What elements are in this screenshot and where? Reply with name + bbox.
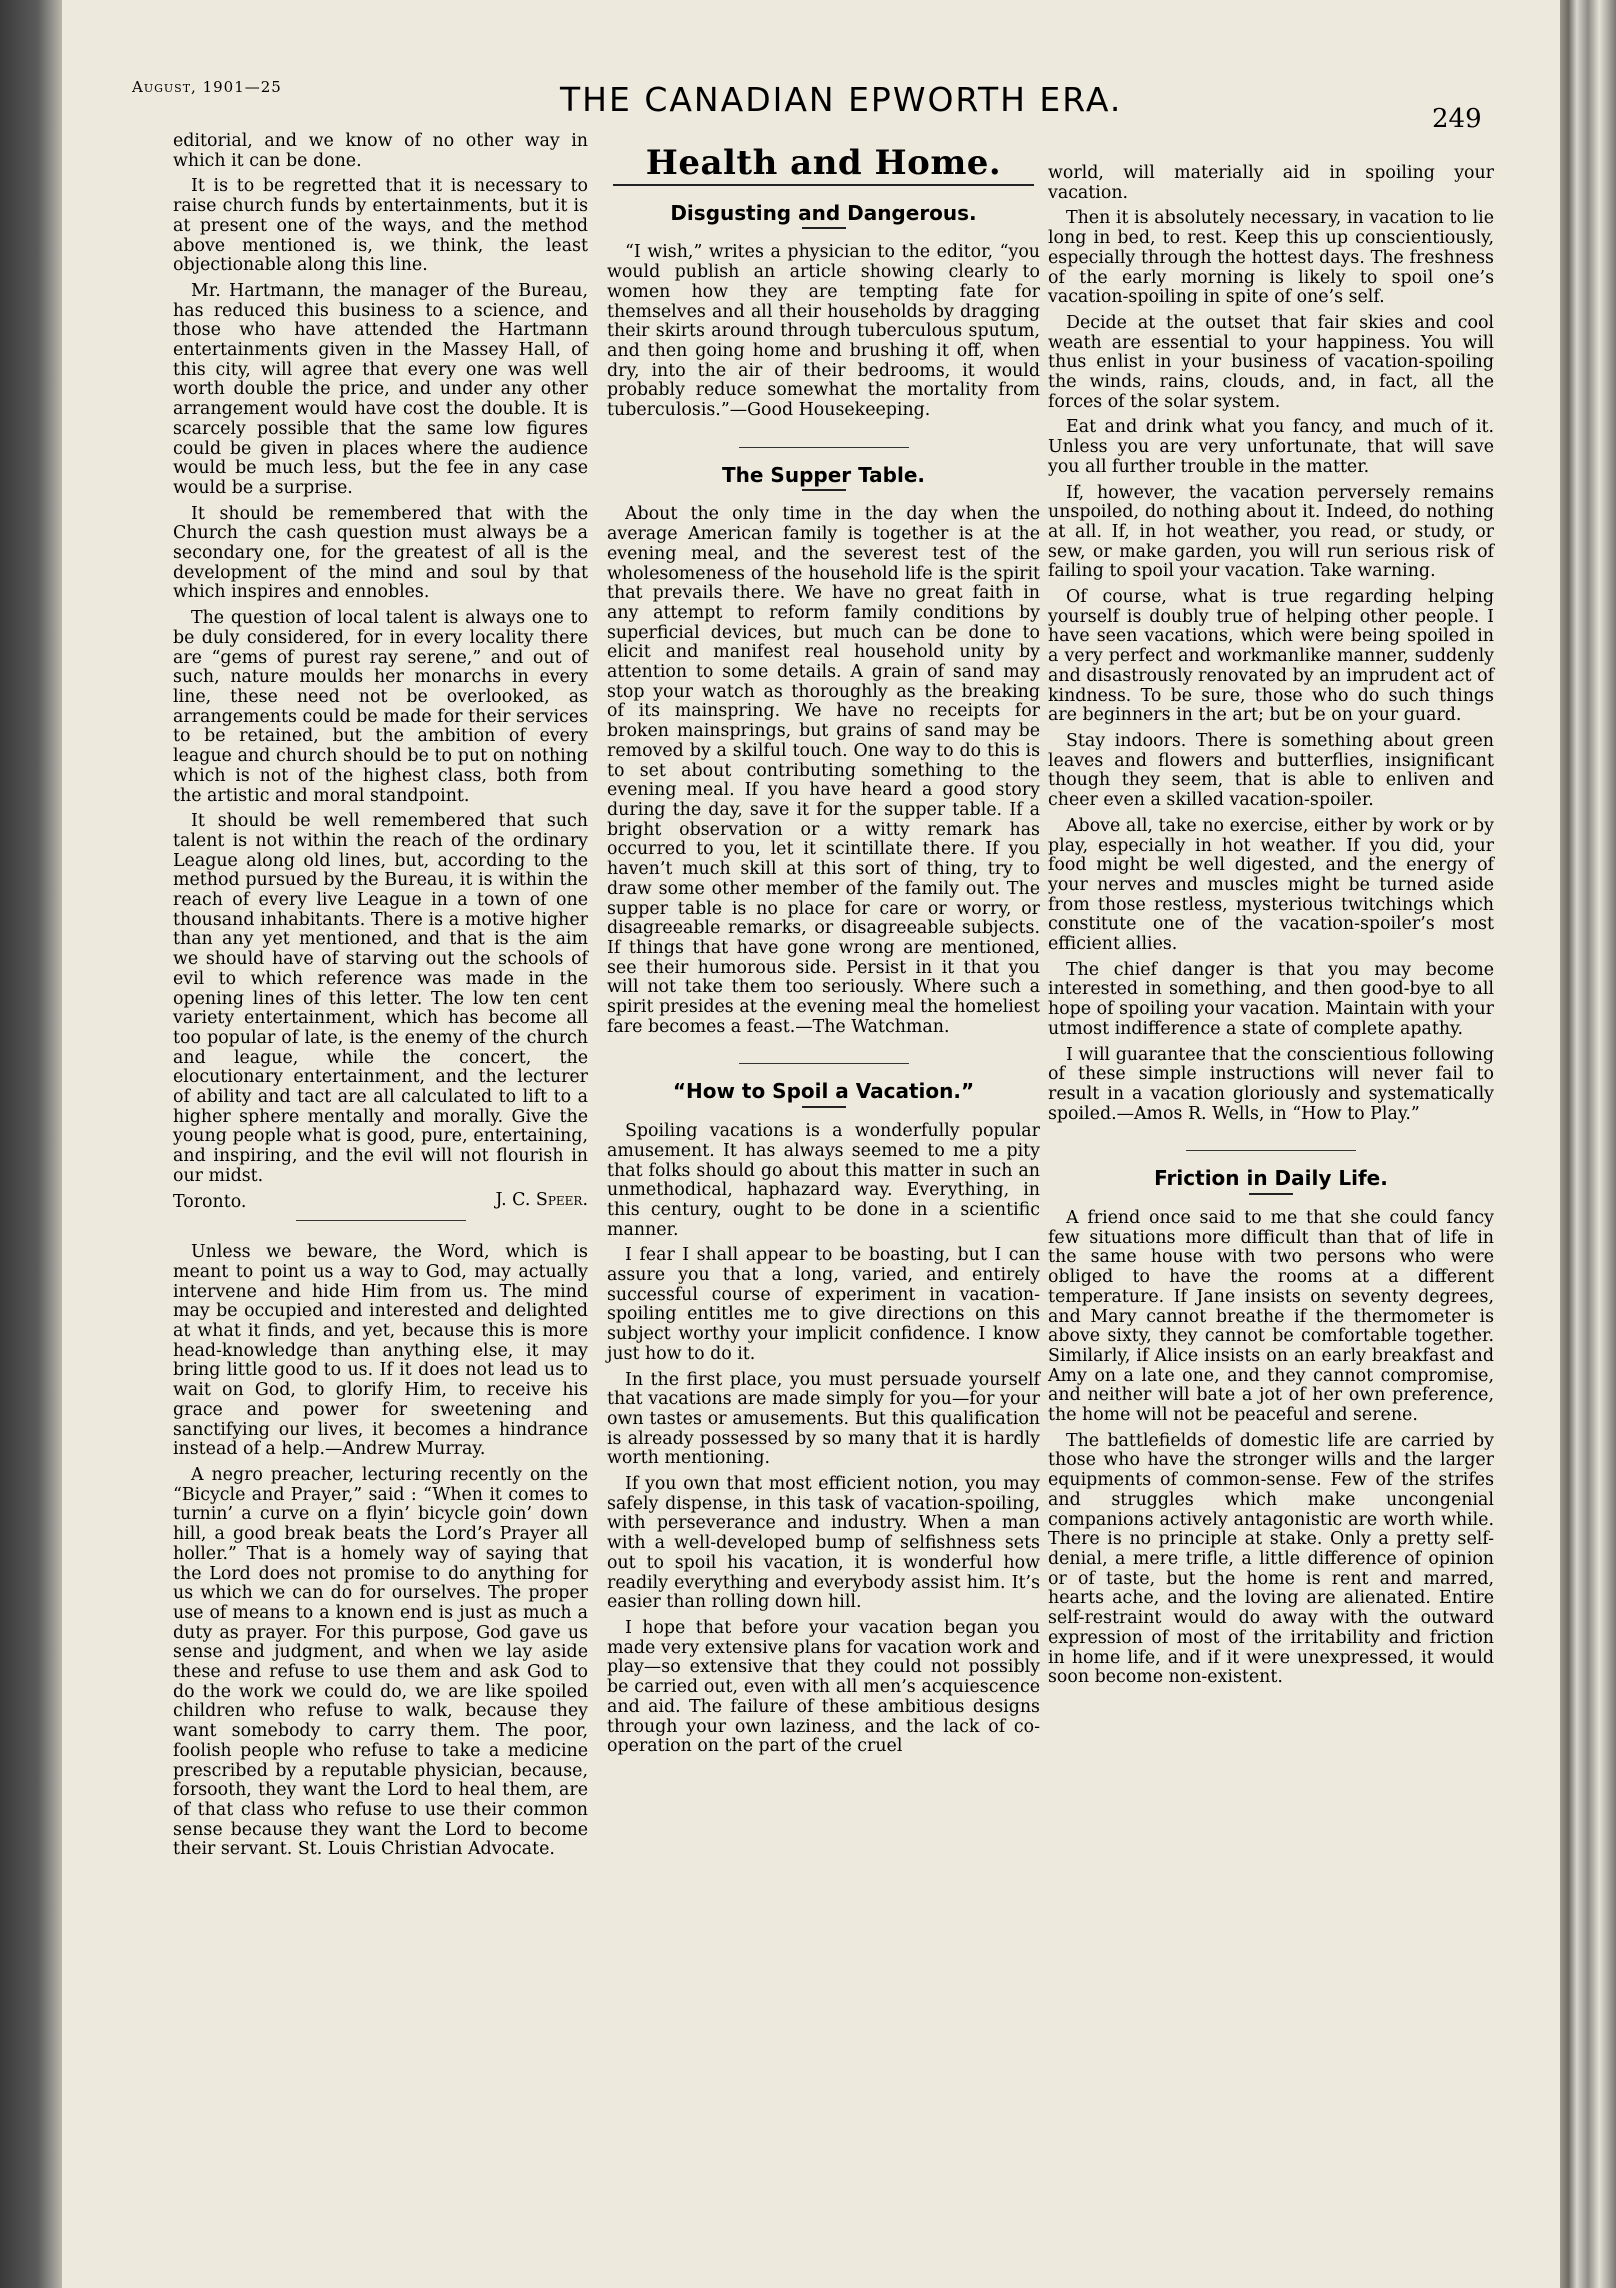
paragraph: Stay indoors. There is something about green leaves and flowers and butterflies, insignificant though they seem, that is able to enliven and cheer even a skilled vacation-spoiler. [1048, 730, 1494, 811]
page-number: 249 [1432, 104, 1482, 134]
paragraph: Of course, what is true regarding helping yourself is doubly true of helping other people. I have seen vacations, which were being spoiled in a very perfect and workmanlike manner, suddenly and disastrously renovated by an imprudent act of kindness. To be sure, those who do such things are beginners in the art; but be on your guard. [1048, 587, 1494, 726]
paragraph: “I wish,” writes a physician to the editor, “you would publish an article showing clearly to women how they are tempting fate for themselves and all their households by dragging their skirts around through tuberculous sputum, and then going home and brushing it off, when dry, into the air of their bedrooms, it would probably reduce somewhat the mortality from tuberculosis.”—Good Housekeeping. [607, 242, 1040, 421]
column-3 [1048, 164, 1494, 1694]
paragraph: The chief danger is that you may become interested in something, and then good-bye to all hope of spoiling your vacation. Maintain with your utmost indifference a state of complete apathy. [1048, 959, 1494, 1039]
paragraph: The battlefields of domestic life are carried by those who have the stronger wills and the larger equipments of common-sense. Few of the strifes and struggles which make uncongenial companions actively antagonistic are worth while. There is no principle at stake. Only a pretty self-denial, a mere trifle, a little difference of opinion or of taste, but the home is rent and marred, hearts ache, and the loving are alienated. Entire self-restraint would do away with the outward expression of most of the irritability and friction in home life, and if it were unexpressed, it would soon become non-existent. [1048, 1430, 1494, 1688]
paragraph: Spoiling vacations is a wonderfully popular amusement. It has always seemed to me a pity that folks should go about this matter in such an unmethodical, haphazard way. Everything, in this century, ought to be done in a scientific manner. [607, 1121, 1040, 1240]
paragraph: In the first place, you must persuade yourself that vacations are made simply for you—for your own tastes or amusements. But this qualification is already possessed by so many that it is hardly worth mentioning. [607, 1369, 1040, 1469]
signature: J. C. Speer. [495, 1189, 588, 1210]
paragraph: If, however, the vacation perversely remains unspoiled, do nothing about it. Indeed, do nothing at all. If, in hot weather, you read, or study, or sew, or make garden, you will run serious risk of failing to spoil your vacation. Take warning. [1048, 482, 1494, 582]
paragraph: The question of local talent is always one to be duly considered, for in every locality there are “gems of purest ray serene,” and out of such, nature moulds her monarchs in every line, these need not be overlooked, as arrangements could be made for their services to be retained, but the ambition of every league and church should be to put on nothing which is not of the highest class, both from the artistic and moral standpoint. [173, 608, 588, 806]
section-heading: Health and Home. [645, 143, 1002, 183]
paragraph: Eat and drink what you fancy, and much of it. Unless you are very unfortunate, that will save you all further trouble in the matter. [1048, 417, 1494, 477]
paragraph: Mr. Hartmann, the manager of the Bureau, has reduced this business to a science, and those who have attended the Hartmann entertainments given in the Massey Hall, of this city, will agree that every one was well worth double the price, and under any other arrangement would have cost the double. It is scarcely possible that the same low figures could be given in places where the audience would be much less, but the fee in any case would be a surprise. [173, 280, 588, 498]
paragraph: editorial, and we know of no other way in which it can be done. [173, 131, 588, 171]
column-1 [173, 132, 588, 1866]
title-rule [1249, 1193, 1293, 1195]
title-rule [802, 1106, 846, 1108]
article-title: Disgusting and Dangerous. [670, 200, 977, 225]
paragraph: About the only time in the day when the average American family is together is at the evening meal, and the severest test of the wholesomeness of the household life is the spirit that prevails there. We have no great faith in any attempt to reform family conditions by superficial devices, but much can be done to elicit and manifest real household unity by attention to some details. A grain of sand may stop your watch as thoroughly as the breaking of its mainspring. We have no receipts for broken mainsprings, but grains of sand may be removed by a skilful touch. One way to do this is to set about contributing something to the evening meal. If you have heard a good story during the day, save it for the supper table. If a bright observation or a witty remark has occurred to you, let it scintillate there. If you haven’t much skill at this sort of thing, try to draw some other member of the family out. The supper table is no place for care or worry, or disagreeable remarks, or disagreeable subjects. If things that have gone wrong are mentioned, see their humorous side. Persist in it that you will not take them too seriously. Where such a spirit presides at the evening meal the homeliest fare becomes a feast.—The Watchman. [607, 504, 1040, 1037]
paragraph: Above all, take no exercise, either by work or by play, especially in hot weather. If you did, your food might be well digested, and the energy of your nerves and muscles might be turned aside from those restless, mysterious twitchings which constitute one of the vacation-spoiler’s most efficient allies. [1048, 815, 1494, 955]
paragraph: I will guarantee that the conscientious following of these simple instructions will never fail to result in a vacation gloriously and systematically spoiled.—Amos R. Wells, in “How to Play.” [1048, 1044, 1494, 1124]
paragraph: It should be remembered that with the Church the cash question must always be a secondary one, for the greatest of all is the development of the mind and soul by that which inspires and ennobles. [173, 503, 588, 603]
paragraph: Unless we beware, the Word, which is meant to point us a way to God, may actually intervene and hide Him from us. The mind may be occupied and interested and delighted at what it finds, and yet, because this is more head-knowledge than anything else, it may bring little good to us. If it does not lead us to wait on God, to glorify Him, to receive his grace and power for sweetening and sanctifying our lives, it becomes a hindrance instead of a help.—Andrew Murray. [173, 1242, 588, 1460]
paragraph: Decide at the outset that fair skies and cool weath are essential to your happiness. You will thus enlist in your business of vacation-spoiling the winds, rains, clouds, and, in fact, all the forces of the solar system. [1048, 312, 1494, 412]
book-left-edge [0, 0, 62, 2288]
separator-rule [296, 1220, 466, 1221]
paragraph: It should be well remembered that such talent is not within the reach of the ordinary League along old lines, but, according to the method pursued by the Bureau, it is within the reach of every live League in a town of one thousand inhabitants. There is a motive higher than any yet mentioned, and that is the aim we should have of starving out the schools of evil to which reference was made in the opening lines of this letter. The low ten cent variety entertainment, which has become all too popular of late, is the enemy of the church and league, while the concert, the elocutionary entertainment, and the lecturer of ability and tact are all calculated to lift to a higher sphere mentally and morally. Give the young people what is good, pure, entertaining, and inspiring, and the evil will not flourish in our midst. [173, 811, 588, 1186]
article-title: “How to Spoil a Vacation.” [672, 1079, 975, 1104]
article-title: The Supper Table. [722, 462, 925, 487]
paragraph: If you own that most efficient notion, you may safely dispense, in this task of vacation-spoiling, with perseverance and industry. When a man with a well-developed bump of selfishness sets out to spoil his vacation, it is wonderful how readily everything and everybody assist him. It’s easier than rolling down hill. [607, 1474, 1040, 1613]
book-spine [1560, 0, 1616, 2288]
separator-rule [1186, 1150, 1356, 1151]
separator-rule [739, 1063, 909, 1064]
header-date: August, 1901—25 [132, 78, 282, 96]
title-rule [802, 227, 846, 229]
signature-row [173, 1189, 588, 1213]
paragraph: It is to be regretted that it is necessary to raise church funds by entertainments, but it is at present one of the ways, and the method above mentioned is, we think, the least objectionable along this line. [173, 176, 588, 276]
paragraph: A friend once said to me that she could fancy few situations more difficult than that of life in the same house with two persons who were obliged to have the rooms at a different temperature. If Jane insists on seventy degrees, and Mary cannot breathe if the thermometer is above sixty, they cannot be comfortable together. Similarly, if Alice insists on an early breakfast and Amy on a late one, and they cannot compromise, and neither will bate a jot of her own preference, the home will not be peaceful and serene. [1048, 1208, 1494, 1426]
heading-rule [613, 184, 1034, 186]
title-rule [802, 489, 846, 491]
paragraph: I fear I shall appear to be boasting, but I can assure you that a long, varied, and entirely successful course of experiment in vacation-spoiling entitles me to give directions on this subject worthy your implicit confidence. I know just how to do it. [607, 1245, 1040, 1364]
paragraph: I hope that before your vacation began you made very extensive plans for vacation work and play—so extensive that they could not possibly be carried out, even with all men’s acquiescence and aid. The failure of these ambitious designs through your own laziness, and the lack of co-operation on the part of the cruel [607, 1618, 1040, 1757]
paragraph: world, will materially aid in spoiling your vacation. [1048, 163, 1494, 203]
separator-rule [739, 447, 909, 448]
paragraph: A negro preacher, lecturing recently on the “Bicycle and Prayer,” said : “When it comes to turnin’ a curve on a flyin’ bicycle goin’ down hill, a good break beats the Lord’s Prayer all holler.” That is a homely way of saying that the Lord does not promise to do anything for us which we can do for ourselves. The proper use of means to a known end is just as much a duty as prayer. For this purpose, God gave us sense and judgment, and when we lay aside these and refuse to use them and ask God to do the work we could do, we are like spoiled children who refuse to walk, because they want somebody to carry them. The poor, foolish people who refuse to take a medicine prescribed by a reputable physician, because, forsooth, they want the Lord to heal them, are of that class who refuse to use their common sense because they want the Lord to become their servant. St. Louis Christian Advocate. [173, 1465, 588, 1860]
column-2 [607, 143, 1040, 1763]
paragraph: Then it is absolutely necessary, in vacation to lie long in bed, to rest. Keep this up conscientiously, especially through the hottest days. The freshness of the early morning is likely to spoil one’s vacation-spoiling in spite of one’s self. [1048, 208, 1494, 308]
article-title: Friction in Daily Life. [1154, 1166, 1388, 1191]
sign-place: Toronto. [173, 1191, 247, 1212]
masthead-title: THE CANADIAN EPWORTH ERA. [560, 80, 1123, 119]
